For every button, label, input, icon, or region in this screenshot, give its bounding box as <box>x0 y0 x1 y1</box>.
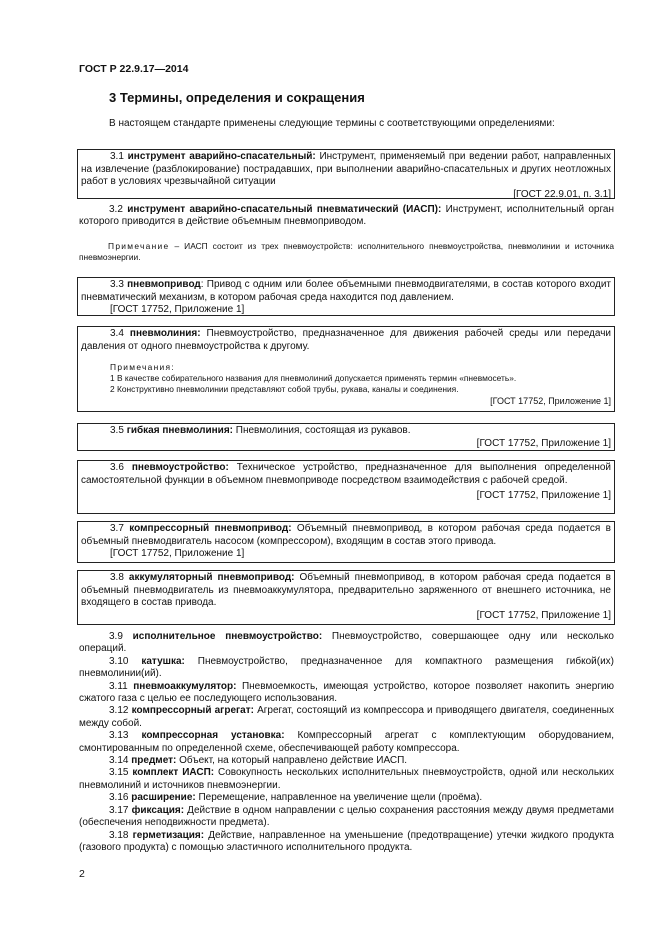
term-number: 3.8 <box>110 572 129 583</box>
term-name: пневмопривод <box>127 279 201 290</box>
term-name: катушка: <box>141 655 185 667</box>
terms-list <box>79 631 614 854</box>
term-name: расширение: <box>131 792 196 804</box>
term-reference: [ГОСТ 17752, Приложение 1] <box>110 304 245 316</box>
term-name: комплект ИАСП: <box>132 767 215 779</box>
note-1: 1 В качестве собирательного названия для пневмолиний допускается применять термин «пневмосеть». <box>110 373 517 384</box>
document-code: ГОСТ Р 22.9.17—2014 <box>79 63 189 75</box>
term-number: 3.13 <box>109 730 142 742</box>
term-number: 3.5 <box>110 425 127 436</box>
term-definition: Пневмоустройство, совершающее одну или несколько операций. <box>79 631 614 655</box>
term-reference: [ГОСТ 17752, Приложение 1] <box>490 396 611 407</box>
term-box-3-3 <box>77 277 615 316</box>
term-definition: : Привод с одним или более объемными пневмодвигателями, в состав которого входит пневматический механизм, в котором рабочая среда находится под давлением. <box>81 279 611 303</box>
term-3-9 <box>79 631 614 656</box>
term-3-1 <box>81 151 611 189</box>
term-name: предмет: <box>131 755 177 767</box>
term-box-3-4 <box>77 326 615 412</box>
term-definition: Инструмент, применяемый при ведении работ, направленных на извлечение (разблокирование) пострадавших, при выполнении аварийно-спасательных и других неотложных работ в условиях чрезвычайной ситуации <box>81 151 611 188</box>
note-2: 2 Конструктивно пневмолинии представляют собой трубы, рукава, каналы и соединения. <box>110 384 459 395</box>
term-number: 3.1 <box>110 151 128 162</box>
term-definition: Инструмент, исполнительный орган которого приводится в действие объемным пневмоприводом. <box>79 204 614 228</box>
term-number: 3.12 <box>109 705 132 717</box>
term-number: 3.6 <box>110 462 132 473</box>
term-3-17 <box>79 805 614 830</box>
term-definition: Объект, на который направлено действие ИАСП. <box>176 755 408 767</box>
term-name: аккумуляторный пневмопривод: <box>128 572 295 583</box>
term-box-3-6 <box>77 460 615 514</box>
term-name: инструмент аварийно-спасательный пневматический (ИАСП): <box>127 204 442 215</box>
term-definition: Пневмоемкость, имеющая устройство, которое позволяет накопить энергию сжатого газа с целью ее последующего использования. <box>79 680 615 705</box>
term-3-13 <box>79 730 614 755</box>
term-name: компрессорный агрегат: <box>131 705 254 717</box>
term-number: 3.17 <box>109 804 132 816</box>
term-3-4 <box>81 328 611 353</box>
term-name: компрессорная установка: <box>141 730 285 742</box>
term-3-2 <box>79 204 614 263</box>
term-3-5 <box>81 425 611 438</box>
section-title: 3 Термины, определения и сокращения <box>109 90 365 105</box>
term-definition: Компрессорный агрегат с комплектующим оборудованием, смонтированным по определенной схеме, обеспечивающей работу компрессора. <box>79 730 615 754</box>
section-intro: В настоящем стандарте применены следующие термины с соответствующими определениями: <box>109 118 555 129</box>
term-box-3-5 <box>77 423 615 451</box>
term-3-6 <box>81 462 611 487</box>
term-number: 3.4 <box>110 328 130 339</box>
term-definition: Объемный пневмопривод, в котором рабочая среда подается в объемный пневмодвигатель насосом (компрессором), входящим в состав этого привода. <box>81 523 611 547</box>
term-number: 3.7 <box>110 523 130 534</box>
term-reference: [ГОСТ 17752, Приложение 1] <box>476 437 611 449</box>
term-definition: Действие в одном направлении с целью сохранения расстояния между двумя предметами (обеспечения неподвижности предмета). <box>79 804 614 829</box>
term-number: 3.16 <box>109 792 132 804</box>
term-3-10 <box>79 656 614 681</box>
term-reference: [ГОСТ 17752, Приложение 1] <box>476 490 611 502</box>
term-number: 3.11 <box>109 680 134 692</box>
term-definition: Техническое устройство, предназначенное для выполнения определенной самостоятельной функции в объемном пневмоприводе посредством взаимодействия с рабочей средой. <box>81 462 611 486</box>
term-name: пневмоустройство: <box>131 462 229 473</box>
term-definition: Пневмоустройство, предназначенное для движения рабочей среды или передачи давления от одного пневмоустройства к другому. <box>81 328 612 352</box>
term-definition: Агрегат, состоящий из компрессора и приводящего двигателя, соединенных между собой. <box>79 705 614 729</box>
term-number: 3.14 <box>109 755 132 767</box>
note-label: Примечание <box>108 240 170 251</box>
term-box-3-1 <box>77 149 615 199</box>
notes-label-text: Примечания: <box>110 362 175 373</box>
term-definition: Перемещение, направленное на увеличение щели (проёма). <box>195 792 483 804</box>
page-number: 2 <box>79 868 85 880</box>
notes-label <box>81 362 611 373</box>
term-3-11 <box>79 681 614 706</box>
term-3-7 <box>81 523 611 548</box>
term-3-15 <box>79 767 614 792</box>
term-reference: [ГОСТ 17752, Приложение 1] <box>110 548 245 560</box>
term-name: исполнительное пневмоустройство: <box>132 631 323 642</box>
term-3-16 <box>79 792 614 804</box>
term-note <box>79 241 614 263</box>
term-number: 3.3 <box>110 279 128 290</box>
term-name: гибкая пневмолиния: <box>126 425 233 436</box>
term-definition: Действие, направленное на уменьшение (предотвращение) утечки жидкого продукта (газового продукта) с помощью эластичного исполнительного продукта. <box>79 829 614 853</box>
term-number: 3.15 <box>109 767 133 779</box>
term-name: пневмолиния: <box>129 328 201 339</box>
note-text: – ИАСП состоит из трех пневмоустройств: исполнительного пневмоустройства, пневмолинии и источника пневмоэнергии. <box>79 240 614 262</box>
term-reference: [ГОСТ 22.9.01, п. 3.1] <box>513 188 611 200</box>
term-definition: Объемный пневмопривод, в котором рабочая среда подается в объемный пневмодвигатель из пневмоаккумулятора, предварительно заряженного от внешнего источника, не входящего в состав привода. <box>81 572 611 609</box>
term-definition: Пневмоустройство, предназначенное для компактного размещения гибкой(их) пневмолинии(ий). <box>79 655 614 680</box>
term-name: компрессорный пневмопривод: <box>129 523 292 534</box>
term-number: 3.9 <box>109 631 133 642</box>
term-number: 3.18 <box>109 829 133 841</box>
term-definition: Совокупность нескольких исполнительных пневмоустройств, одной или нескольких пневмолиний и источников пневмоэнергии. <box>79 767 614 791</box>
term-name: инструмент аварийно-спасательный: <box>127 151 316 162</box>
term-name: пневмоаккумулятор: <box>133 680 237 692</box>
term-reference: [ГОСТ 17752, Приложение 1] <box>476 609 611 621</box>
term-3-3 <box>81 279 611 304</box>
term-name: фиксация: <box>131 804 185 816</box>
term-number: 3.10 <box>109 655 142 667</box>
term-3-8 <box>81 572 611 610</box>
term-name: герметизация: <box>132 829 205 841</box>
term-3-14 <box>79 755 614 767</box>
term-number: 3.2 <box>109 204 128 215</box>
term-box-3-7 <box>77 521 615 563</box>
term-3-18 <box>79 830 614 855</box>
term-definition: Пневмолиния, состоящая из рукавов. <box>233 425 411 436</box>
term-box-3-8 <box>77 570 615 625</box>
term-3-12 <box>79 705 614 730</box>
